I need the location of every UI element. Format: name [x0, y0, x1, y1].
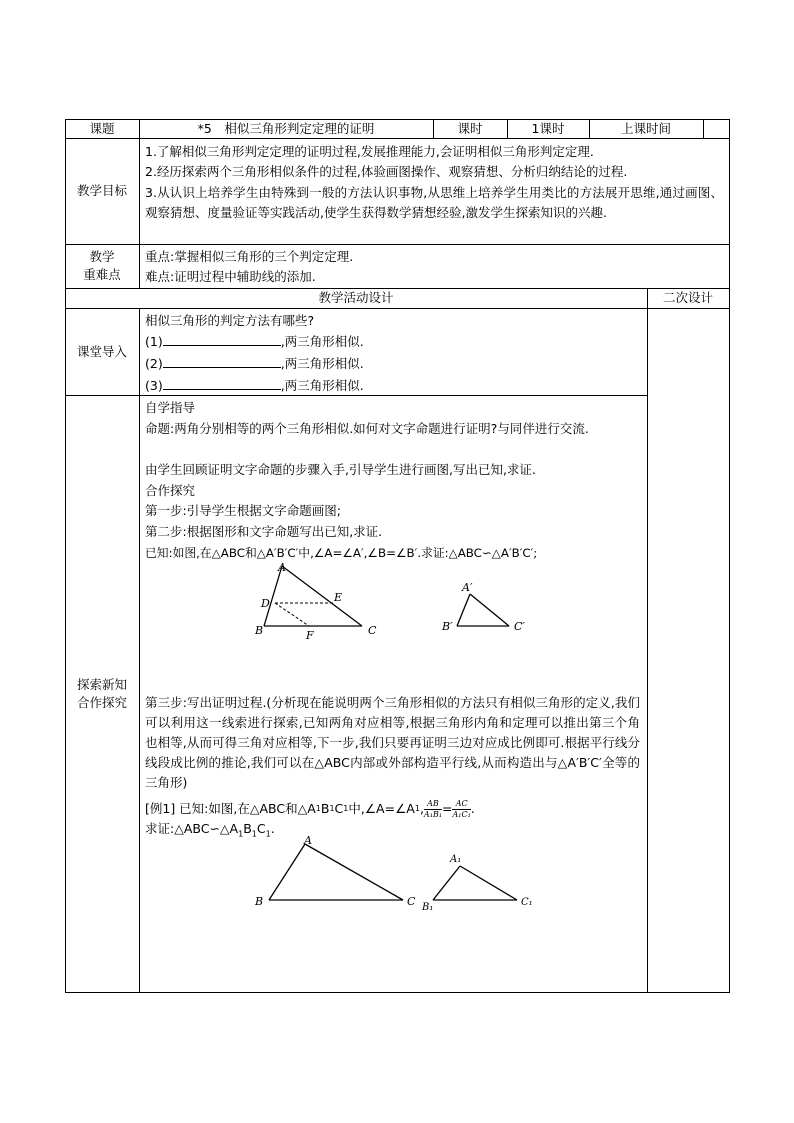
step-3: 第三步:写出证明过程.(分析现在能说明两个三角形相似的方法只有相似三角形的定义,我们可以利用这一线索进行探索,已知两角对应相等,根据三角形内角和定理可以推出第三个角也相等,从而可得三角对应相等,下一步,我们只要再证明三边对应成比例即可.根据平行线分线段成比例的推论,我们可以在△ABC内部或外部构造平行线,从而构造出与△A′B′C′全等的三角形): [145, 695, 640, 790]
fraction-ab: $\frac{AB}{\text{A₁B₁}}$: [423, 798, 442, 819]
step-1: 第一步:引导学生根据文字命题画图;: [145, 503, 341, 518]
fig1-label-f: F: [306, 629, 314, 642]
fig3-label-a: A: [304, 834, 312, 847]
objective-item-3: 3.从认识上培养学生由特殊到一般的方法认识事物,从思维上培养学生用类比的方法展开思维,通过画图、观察猜想、度量验证等实践活动,使学生获得数学猜想经验,激发学生探索知识的兴趣.: [145, 185, 723, 220]
class-time-value: [703, 119, 729, 139]
fig1-label-b: B: [255, 624, 264, 637]
given-text: 已知:如图,在△ABC和△A′B′C′中,∠A=∠A′,∠B=∠B′.求证:△ABC∽△A′B′C′;: [145, 546, 538, 560]
second-design-label: 二次设计: [662, 290, 713, 305]
intro-label: 课堂导入: [76, 343, 127, 359]
example-1-given: [例1] 已知:如图,在△ABC和△A 1 B 1 C 1 中,∠A=∠A 1 , $\frac{AB}{\text{A₁B₁}}$ = $\frac{AC}{\text{A₁C₁}}$ .: [145, 798, 475, 819]
label-period: 课时: [457, 121, 483, 136]
fig1-label-d: D: [261, 597, 270, 610]
fig1-label-c: C: [368, 624, 377, 637]
fig2-label-a: A′: [462, 581, 473, 594]
lesson-title: *5 相似三角形判定定理的证明: [197, 121, 375, 136]
step-2: 第二步:根据图形和文字命题写出已知,求证.: [145, 524, 383, 539]
fig2-label-b: B′: [442, 620, 453, 633]
figure-triangle-abc-def: [250, 558, 390, 642]
intro-item-3: (3) ,两三角形相似.: [145, 378, 364, 393]
intro-item-1: (1) ,两三角形相似.: [145, 334, 364, 349]
fig4-label-b: B₁: [422, 902, 434, 913]
label-class-time: 上课时间: [620, 121, 671, 136]
intro-item-2: (2) ,两三角形相似.: [145, 356, 364, 371]
fig2-label-c: C′: [514, 620, 525, 633]
difficulty-point: 难点:证明过程中辅助线的添加.: [145, 269, 316, 284]
fig1-label-a: A: [278, 561, 286, 574]
key-point: 重点:掌握相似三角形的三个判定定理.: [145, 249, 354, 264]
figure-triangle-a1b1c1: [418, 848, 538, 914]
fig3-label-c: C: [407, 895, 416, 908]
proposition-text: 命题:两角分别相等的两个三角形相似.如何对文字命题进行证明?与同伴进行交流.: [145, 421, 589, 436]
coop-heading: 合作探究: [145, 483, 196, 498]
fig4-label-a: A₁: [450, 854, 462, 865]
fraction-ac: $\frac{AC}{\text{A₁C₁}}$: [452, 798, 471, 819]
label-title: 课题: [89, 121, 115, 136]
self-study-heading: 自学指导: [145, 400, 196, 415]
design-label: 教学活动设计: [318, 290, 394, 305]
objective-item-1: 1.了解相似三角形判定定理的证明过程,发展推理能力,会证明相似三角形判定定理.: [145, 144, 594, 159]
figure-triangle-a1b1c1-prime: [440, 578, 530, 636]
intro-question: 相似三角形的判定方法有哪些?: [145, 313, 315, 328]
objective-item-2: 2.经历探索两个三角形相似条件的过程,体验画图操作、观察猜想、分析归纳结论的过程.: [145, 164, 628, 179]
fig4-label-c: C₁: [521, 897, 533, 908]
example-1-prove: 求证$:\triangle ABC∽\triangle A_1B_1C_1$.: [145, 821, 275, 839]
fig3-label-b: B: [255, 895, 264, 908]
key-points-label: 教学 重难点: [83, 249, 121, 282]
objectives-label: 教学目标: [76, 183, 127, 198]
period-value: 1课时: [531, 121, 565, 136]
guide-text: 由学生回顾证明文字命题的步骤入手,引导学生进行画图,写出已知,求证.: [145, 462, 536, 477]
figure-triangle-abc-large: [250, 832, 420, 912]
explore-label: 探索新知 合作探究: [76, 676, 127, 710]
fig1-label-e: E: [334, 591, 343, 604]
